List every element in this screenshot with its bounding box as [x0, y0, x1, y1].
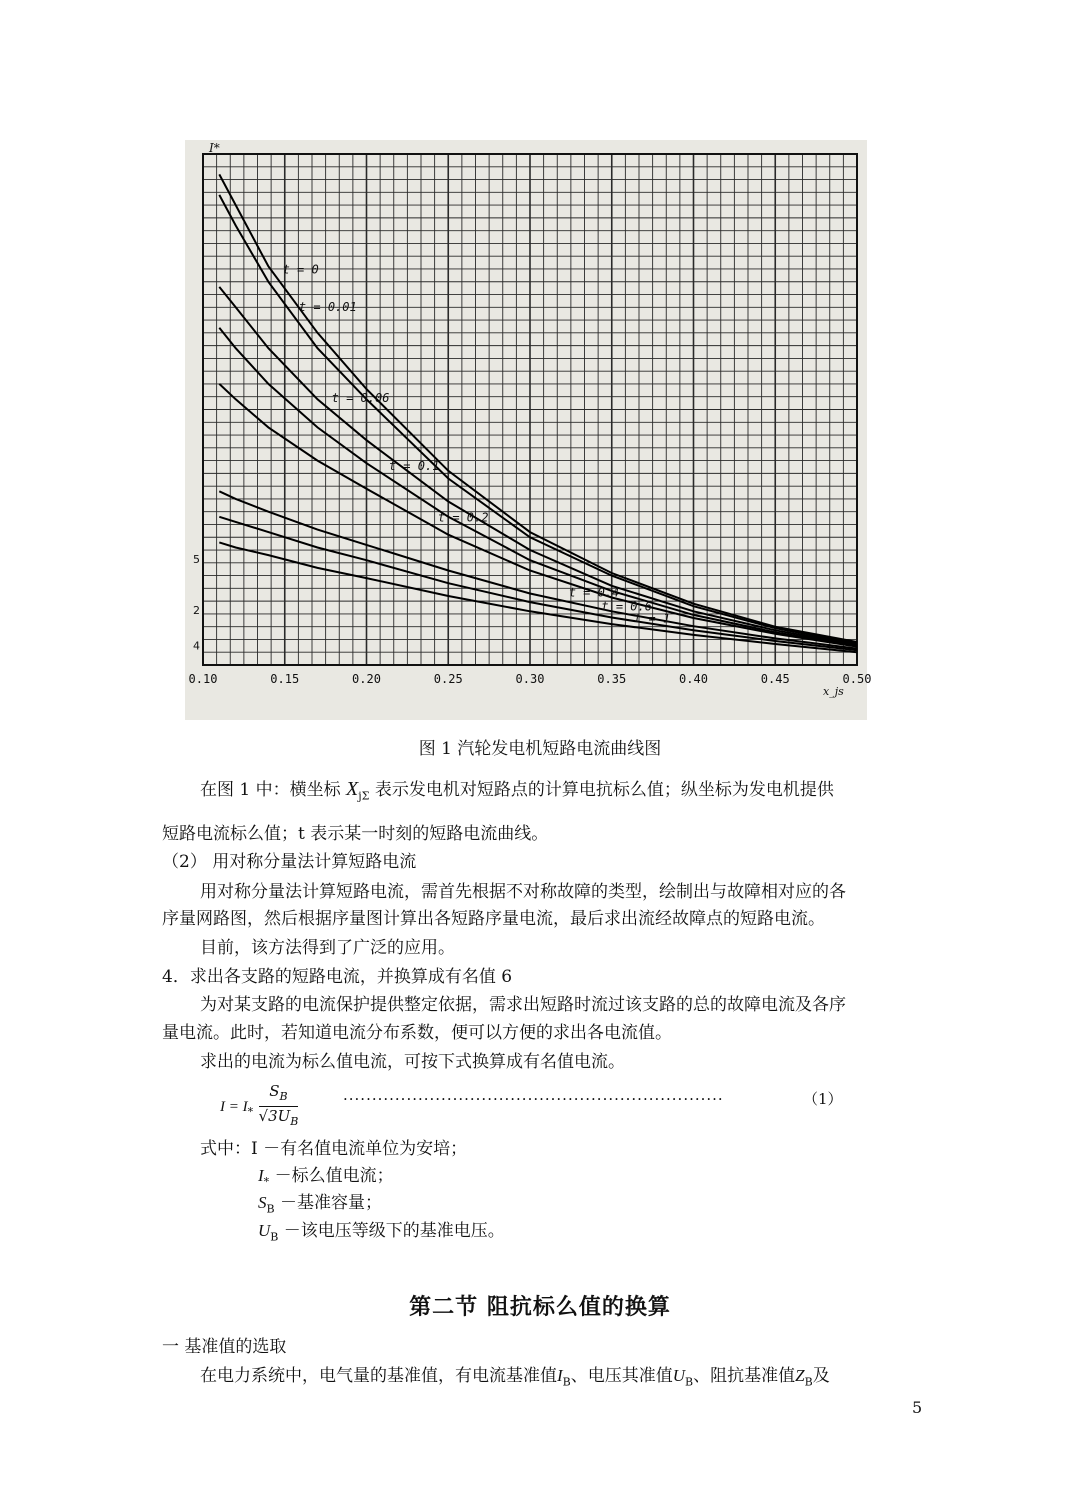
paragraph-4b: 量电流。此时，若知道电流分布系数，便可以方便的求出各电流值。 [162, 1023, 672, 1043]
last-b: 、电压其准值 [570, 1366, 673, 1386]
x-tick-label: 0.50 [842, 672, 872, 686]
x-tick-label: 0.10 [188, 672, 218, 686]
subsection-1: 一 基准值的选取 [162, 1337, 287, 1357]
paragraph-2a: 用对称分量法计算短路电流，需首先根据不对称故障的类型，绘制出与故障相对应的各 [200, 882, 846, 902]
page-number: 5 [912, 1398, 923, 1417]
eq-den: √3U [258, 1107, 291, 1125]
item-2: （2） 用对称分量法计算短路电流 [162, 852, 417, 872]
last-paragraph [200, 1364, 830, 1394]
var-x: X [346, 778, 359, 800]
last-zb-sub: B [804, 1375, 813, 1389]
paragraph-1b: 短路电流标么值；t 表示某一时刻的短路电流曲线。 [162, 824, 549, 844]
var-x-sub: jΣ [358, 789, 370, 803]
curve-label: t = 0.4 [568, 585, 620, 600]
equation-1 [220, 1082, 298, 1132]
x-axis-label: x_js [823, 685, 844, 698]
eq-den-sub: B [290, 1115, 299, 1128]
curve-label: t = 0.1 [388, 458, 440, 473]
last-ib-sub: B [562, 1375, 571, 1389]
x-tick-label: 0.15 [270, 672, 300, 686]
curve-label: t = 1 [634, 611, 671, 626]
paragraph-4a: 为对某支路的电流保护提供整定依据，需求出短路时流过该支路的总的故障电流及各序 [200, 995, 846, 1015]
curve-label: t = 0.01 [298, 299, 357, 314]
last-ib: I [557, 1366, 563, 1385]
x-tick-label: 0.30 [515, 672, 545, 686]
last-ub-sub: B [685, 1375, 694, 1389]
p1a-pre: 在图 1 中：横坐标 [200, 780, 341, 800]
curve-label: t = 0.06 [331, 391, 390, 406]
legend-u [258, 1219, 505, 1249]
last-c: 、阻抗基准值 [693, 1366, 796, 1386]
p1a-post: 表示发电机对短路点的计算电抗标么值；纵坐标为发电机提供 [374, 780, 834, 800]
legend-i-sub: * [263, 1175, 270, 1189]
legend-u-sub: B [270, 1230, 279, 1244]
legend-s-sub: B [266, 1202, 275, 1216]
x-tick-label: 0.40 [679, 672, 708, 686]
y-axis-label: I* [209, 141, 220, 155]
short-circuit-current-chart [185, 140, 872, 720]
paragraph-2b: 序量网路图，然后根据序量图计算出各短路序量电流，最后求出流经故障点的短路电流。 [162, 909, 825, 929]
x-tick-label: 0.25 [433, 672, 463, 686]
last-a: 在电力系统中，电气量的基准值，有电流基准值 [200, 1366, 557, 1386]
section-heading: 第二节 阻抗标么值的换算 [409, 1295, 671, 1320]
legend-u-text: －该电压等级下的基准电压。 [283, 1221, 505, 1241]
last-d: 及 [812, 1366, 830, 1386]
chart-background [185, 140, 867, 720]
equation-dots: ·································································· [343, 1090, 724, 1108]
paragraph-3: 目前，该方法得到了广泛的应用。 [200, 938, 455, 958]
legend-s [258, 1191, 382, 1221]
x-tick-label: 0.35 [597, 672, 627, 686]
curve-label: t = 0 [282, 262, 319, 277]
chart-svg [185, 140, 872, 720]
y-tick-label: 5 [193, 552, 200, 566]
y-tick-label: 2 [193, 603, 200, 617]
last-ub: U [672, 1366, 686, 1385]
x-tick-label: 0.20 [352, 672, 381, 686]
eq-num-sub: B [279, 1090, 288, 1103]
eq-lhs: I = I [220, 1099, 248, 1115]
legend-i-text: －标么值电流； [274, 1166, 394, 1186]
paragraph-1a [200, 777, 834, 808]
curve-label: t = 0.2 [437, 510, 489, 525]
last-zb: Z [795, 1366, 805, 1385]
eq-fraction [259, 1082, 299, 1131]
eq-num: S [269, 1082, 280, 1100]
curve-label: t = 0.6 [601, 599, 652, 614]
legend-i [258, 1164, 394, 1194]
legend-s-text: －基准容量； [280, 1193, 382, 1213]
x-tick-label: 0.45 [760, 672, 790, 686]
y-tick-label: 4 [193, 639, 200, 653]
eq-lhs-sub: * [247, 1105, 254, 1119]
item-4: 4．求出各支路的短路电流，并换算成有名值 6 [162, 967, 513, 987]
paragraph-5: 求出的电流为标么值电流，可按下式换算成有名值电流。 [200, 1052, 625, 1072]
legend-head: 式中：I －有名值电流单位为安培； [200, 1139, 468, 1159]
equation-number: （1） [803, 1090, 843, 1108]
legend-s-sym: S [258, 1193, 267, 1212]
legend-i-sym: I [258, 1166, 264, 1185]
legend-u-sym: U [258, 1221, 271, 1240]
figure-caption: 图 1 汽轮发电机短路电流曲线图 [418, 739, 662, 759]
